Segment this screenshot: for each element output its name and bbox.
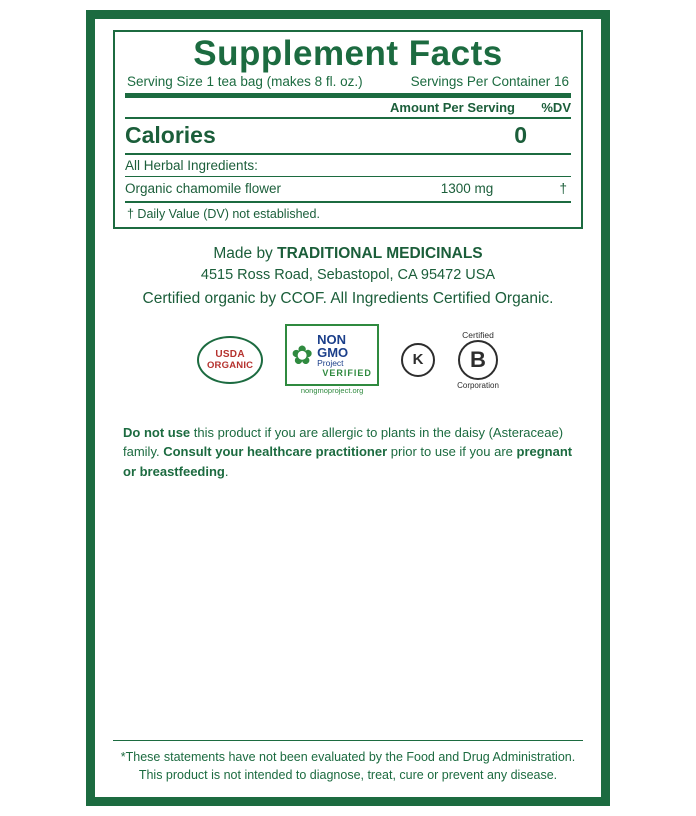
non-gmo-verified: VERIFIED xyxy=(322,367,372,378)
fda-disclaimer xyxy=(113,740,583,784)
warning-text xyxy=(113,423,583,482)
certification-seals xyxy=(113,327,583,396)
warning-consult: Consult your healthcare practitioner xyxy=(163,444,388,460)
serving-size: Serving Size 1 tea bag (makes 8 fl. oz.) xyxy=(127,73,363,89)
serving-info-row xyxy=(125,74,571,92)
supplement-facts-box xyxy=(113,30,583,229)
calories-row xyxy=(125,119,571,153)
usda-seal-line1: USDA xyxy=(215,348,245,360)
warning-part2: prior to use if you are xyxy=(387,444,517,460)
amount-per-serving-header: Amount Per Serving xyxy=(390,99,515,115)
calories-label: Calories xyxy=(125,121,216,148)
made-by-name: TRADITIONAL MEDICINALS xyxy=(277,244,483,262)
ingredient-amount: 1300 mg xyxy=(440,180,494,196)
warning-part3: . xyxy=(224,463,229,479)
warning-do-not-use: Do not use xyxy=(123,424,191,440)
non-gmo-line3: Project xyxy=(317,357,344,368)
non-gmo-url: nongmoproject.org xyxy=(300,386,364,396)
ingredients-header: All Herbal Ingredients: xyxy=(125,157,258,173)
butterfly-icon: ✿ xyxy=(291,340,313,371)
amount-header-row xyxy=(125,98,571,117)
calories-value: 0 xyxy=(514,121,527,148)
usda-organic-seal-icon xyxy=(197,336,263,384)
usda-seal-line2: ORGANIC xyxy=(206,359,254,371)
manufacturer-address: 4515 Ross Road, Sebastopol, CA 95472 USA xyxy=(200,267,496,284)
disclaimer-line-1: *These statements have not been evaluated by the Food and Drug Administration. xyxy=(120,749,576,764)
ingredient-name: Organic chamomile flower xyxy=(125,180,282,196)
kosher-letter: K xyxy=(401,343,435,377)
manufacturer-block xyxy=(113,243,583,311)
label-inner xyxy=(95,30,601,808)
servings-per-container: Servings Per Container 16 xyxy=(410,73,569,89)
organic-certification-line: Certified organic by CCOF. All Ingredients Certified Organic. xyxy=(142,290,554,308)
kosher-seal-icon xyxy=(401,343,435,377)
bcorp-top-text: Certified xyxy=(462,329,494,340)
bcorp-bottom-text: Corporation xyxy=(457,380,499,390)
non-gmo-line2: GMO xyxy=(317,344,349,360)
label-panel xyxy=(86,10,610,806)
supplement-facts-title: Supplement Facts xyxy=(193,34,503,73)
dv-header: %DV xyxy=(541,99,571,115)
made-by-prefix: Made by xyxy=(213,244,278,262)
dv-footnote: † Daily Value (DV) not established. xyxy=(127,206,320,221)
disclaimer-line-2: This product is not intended to diagnose, treat, cure or prevent any disease. xyxy=(138,767,558,782)
table-row xyxy=(125,177,571,201)
warning-part1: this product if you are allergic to plants in the daisy (Asteraceae) family. xyxy=(123,424,564,460)
bcorp-seal-icon xyxy=(457,330,499,390)
non-gmo-project-seal-icon xyxy=(285,324,379,395)
non-gmo-line1: NON xyxy=(317,331,346,347)
bcorp-letter: B xyxy=(458,340,498,380)
made-by-line xyxy=(113,243,583,265)
warning-pregnant: pregnant or breastfeeding xyxy=(123,444,573,479)
ingredient-dv: † xyxy=(559,180,567,196)
